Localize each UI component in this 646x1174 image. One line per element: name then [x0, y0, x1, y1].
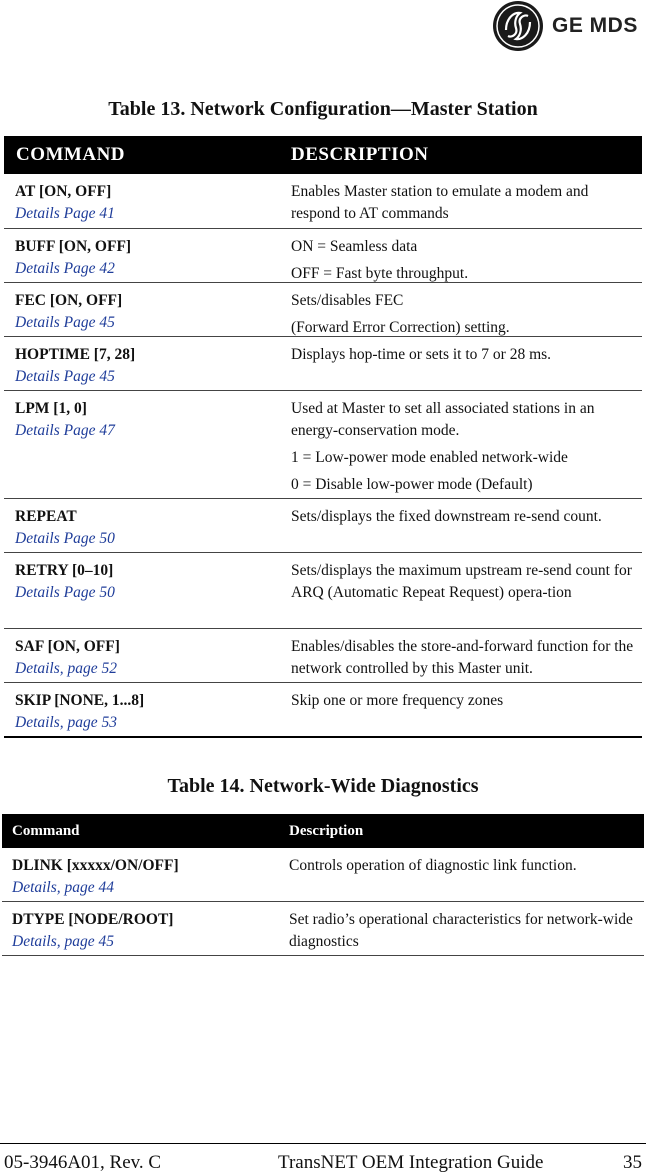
command-name: DLINK [xxxxx/ON/OFF] [12, 857, 179, 874]
command-cell [4, 683, 290, 736]
description-text: Sets/displays the fixed downstream re-send count. [291, 508, 602, 525]
command-cell [2, 902, 288, 955]
network-diagnostics-table [2, 814, 644, 956]
details-link[interactable]: Details Page 45 [15, 368, 115, 385]
command-cell [4, 499, 290, 552]
table-row [4, 552, 642, 628]
command-cell [2, 848, 288, 901]
description-text: Sets/disables FEC [291, 292, 404, 309]
column-header-command: Command [12, 822, 80, 839]
description-text: OFF = Fast byte throughput. [291, 265, 469, 282]
command-name: FEC [ON, OFF] [15, 292, 123, 309]
command-cell [4, 337, 290, 390]
table-row [4, 336, 642, 390]
table-row [4, 282, 642, 336]
command-name: REPEAT [15, 508, 77, 525]
details-link[interactable]: Details Page 47 [15, 422, 115, 439]
network-configuration-table [4, 136, 642, 738]
description-text: Enables/disables the store-and-forward function for the network controlled by this Master unit. [291, 638, 634, 677]
description-cell [290, 683, 642, 736]
details-link[interactable]: Details Page 41 [15, 205, 115, 222]
description-cell [288, 848, 644, 901]
description-text: Skip one or more frequency zones [291, 692, 504, 709]
description-cell [290, 337, 642, 390]
table-row [4, 228, 642, 282]
description-text: 1 = Low-power mode enabled network-wide [291, 449, 568, 466]
description-text: 0 = Disable low-power mode (Default) [291, 476, 533, 493]
description-cell [290, 499, 642, 552]
table-13-title: Table 13. Network Configuration—Master Station [108, 98, 538, 120]
ge-mds-logo [492, 0, 642, 52]
description-text: ON = Seamless data [291, 238, 418, 255]
column-header-command: COMMAND [16, 144, 126, 165]
column-header-description: DESCRIPTION [291, 144, 429, 165]
command-cell [4, 553, 290, 628]
command-cell [4, 229, 290, 282]
command-cell [4, 629, 290, 682]
description-cell [290, 553, 642, 628]
command-name: LPM [1, 0] [15, 400, 87, 417]
description-text: Enables Master station to emulate a modem and respond to AT commands [291, 183, 589, 222]
command-cell [4, 391, 290, 498]
details-link[interactable]: Details, page 52 [15, 660, 118, 677]
table-header [4, 136, 642, 174]
command-name: BUFF [ON, OFF] [15, 238, 132, 255]
details-link[interactable]: Details Page 50 [15, 584, 115, 601]
details-link[interactable]: Details, page 45 [12, 933, 115, 950]
description-text: Controls operation of diagnostic link function. [289, 857, 577, 874]
details-link[interactable]: Details Page 42 [15, 260, 115, 277]
page-number: 35 [623, 1152, 642, 1173]
details-link[interactable]: Details Page 50 [15, 530, 115, 547]
table-row [4, 498, 642, 552]
table-row [4, 174, 642, 228]
table-row [4, 628, 642, 682]
table-14-title: Table 14. Network-Wide Diagnostics [167, 775, 479, 797]
command-cell [4, 283, 290, 336]
table-row [4, 682, 642, 736]
description-cell [290, 283, 642, 336]
description-text: Used at Master to set all associated stations in an energy-conservation mode. [291, 400, 595, 439]
page-footer [0, 1143, 646, 1174]
description-cell [290, 229, 642, 282]
details-link[interactable]: Details, page 44 [12, 879, 115, 896]
description-text: Sets/displays the maximum upstream re-send count for ARQ (Automatic Repeat Request) opera-tion [291, 562, 632, 601]
command-name: SAF [ON, OFF] [15, 638, 120, 655]
table-row [2, 902, 644, 956]
column-header-description: Description [289, 822, 364, 839]
description-text: Set radio’s operational characteristics for network-wide diagnostics [289, 911, 633, 950]
description-cell [290, 174, 642, 228]
table-header [2, 814, 644, 848]
table-row [2, 848, 644, 902]
brand-name: GE MDS [552, 14, 638, 37]
command-name: DTYPE [NODE/ROOT] [12, 911, 174, 928]
details-link[interactable]: Details, page 53 [15, 714, 118, 731]
document-number: 05-3946A01, Rev. C [4, 1152, 162, 1173]
guide-title: TransNET OEM Integration Guide [278, 1152, 544, 1173]
command-name: SKIP [NONE, 1...8] [15, 692, 145, 709]
description-cell [290, 391, 642, 498]
details-link[interactable]: Details Page 45 [15, 314, 115, 331]
description-text: Displays hop-time or sets it to 7 or 28 ms. [291, 346, 552, 363]
command-cell [4, 174, 290, 228]
command-name: AT [ON, OFF] [15, 183, 112, 200]
ge-monogram-icon [492, 0, 544, 52]
command-name: HOPTIME [7, 28] [15, 346, 136, 363]
description-cell [288, 902, 644, 955]
command-name: RETRY [0–10] [15, 562, 114, 579]
description-cell [290, 629, 642, 682]
description-text: (Forward Error Correction) setting. [291, 319, 510, 336]
table-row [4, 390, 642, 498]
